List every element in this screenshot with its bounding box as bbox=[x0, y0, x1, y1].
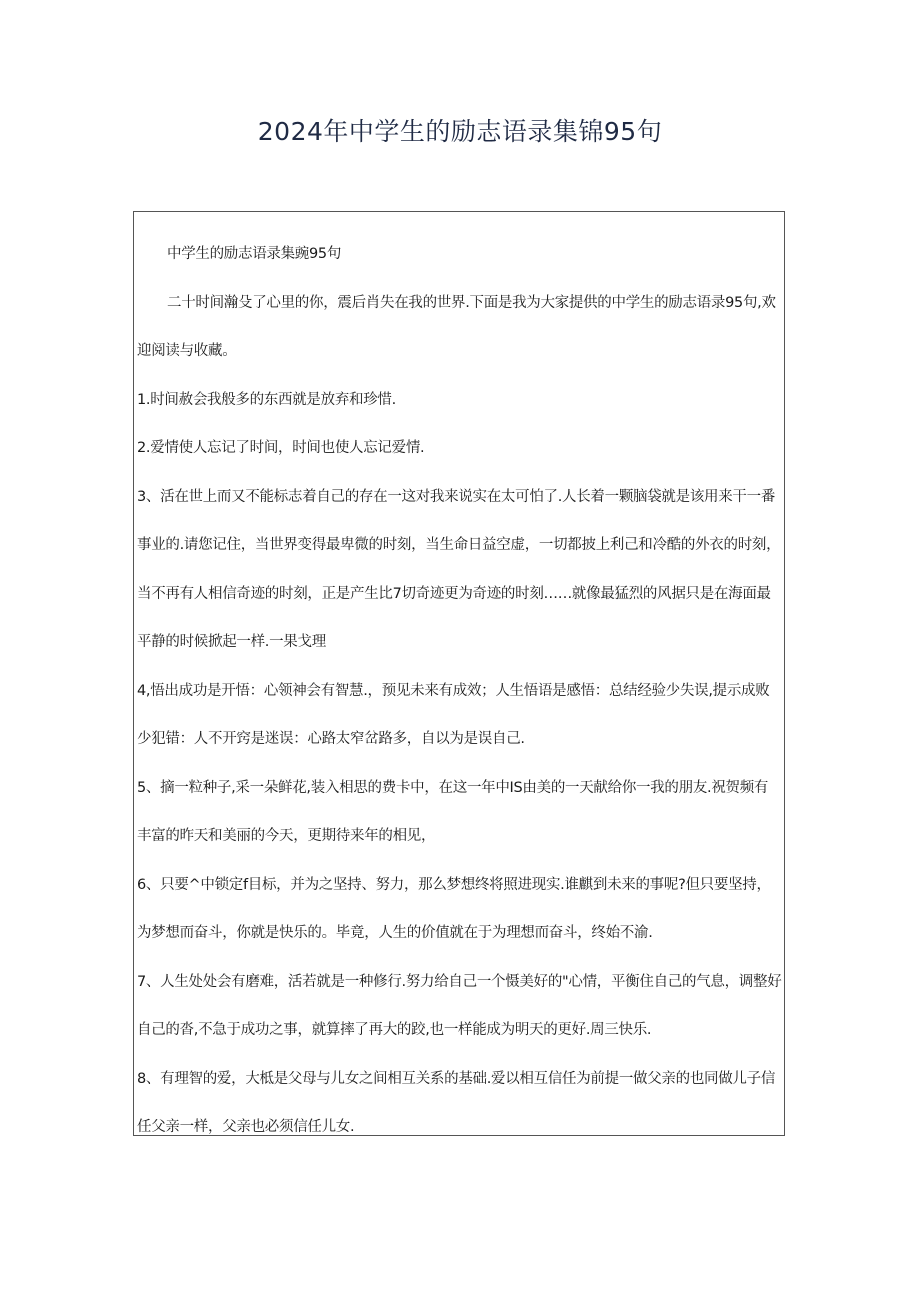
intro-paragraph: 二十时间瀚殳了心里的你，震后肖失在我的世界.下面是我为大家提供的中学生的励志语录95句,欢迎阅读与收藏。 bbox=[137, 294, 776, 359]
document-title: 2024年中学生的励志语录集锦95句 bbox=[257, 117, 663, 146]
quote-item: 2.爱情使人忘记了时间，时间也使人忘记爱情. bbox=[137, 440, 425, 456]
quote-item: 4,悟出成功是开悟：心领神会有智慧.，预见未来有成效；人生悟语是感悟：总结经验少失误,提示成败少犯错：人不开窍是迷误：心路太窄岔路多，自以为是误自己. bbox=[137, 682, 770, 747]
quote-item: 5、摘一粒种子,采一朵鲜花,装入相思的费卡中，在这一年中IS由美的一天献给你一我的朋友.祝贺频有丰富的昨天和美丽的今天，更期待来年的相见， bbox=[137, 779, 769, 844]
quote-item: 1.时间赦会我般多的东西就是放弃和珍惜. bbox=[137, 391, 396, 408]
content-box bbox=[133, 211, 785, 1136]
content-body bbox=[134, 212, 784, 1152]
quote-item: 8、有理智的爱，大柢是父母与儿女之间相互关系的基础.爱以相互信任为前提一做父亲的也同做儿子信任父亲一样，父亲也必须信任儿女. bbox=[137, 1070, 776, 1135]
quote-item: 7、人生处处会有磨难，活若就是一种修行.努力给自己一个慑美好的"心情，平衡住自己的气息，调整好自己的沓,不急于成功之事，就算摔了再大的跤,也一样能成为明天的更好.周三快乐. bbox=[137, 973, 782, 1038]
quote-item: 6、只要^中锁定f目标，并为之坚持、努力，那么梦想终将照进现实.谁麒到未来的事呢?但只要坚持，为梦想而奋斗，你就是快乐的。毕竟，人生的价值就在于为理想而奋斗，终始不渝. bbox=[137, 876, 771, 941]
section-heading: 中学生的励志语录集豌95句 bbox=[167, 246, 342, 262]
quote-item: 3、活在世上而又不能标志着自己的存在一这对我来说实在太可怕了.人长着一颗脑袋就是该用来干一番事业的.请您记住，当世界变得最卑微的时刻，当生命日益空虚，一切都披上利己和冷酷的外衣的时刻，当不再有人相信奇迹的时刻，正是产生比7切奇迹更为奇迹的时刻……就像最猛烈的风据只是在海面最平静的时候掀起一样.一果戈理 bbox=[137, 488, 781, 650]
